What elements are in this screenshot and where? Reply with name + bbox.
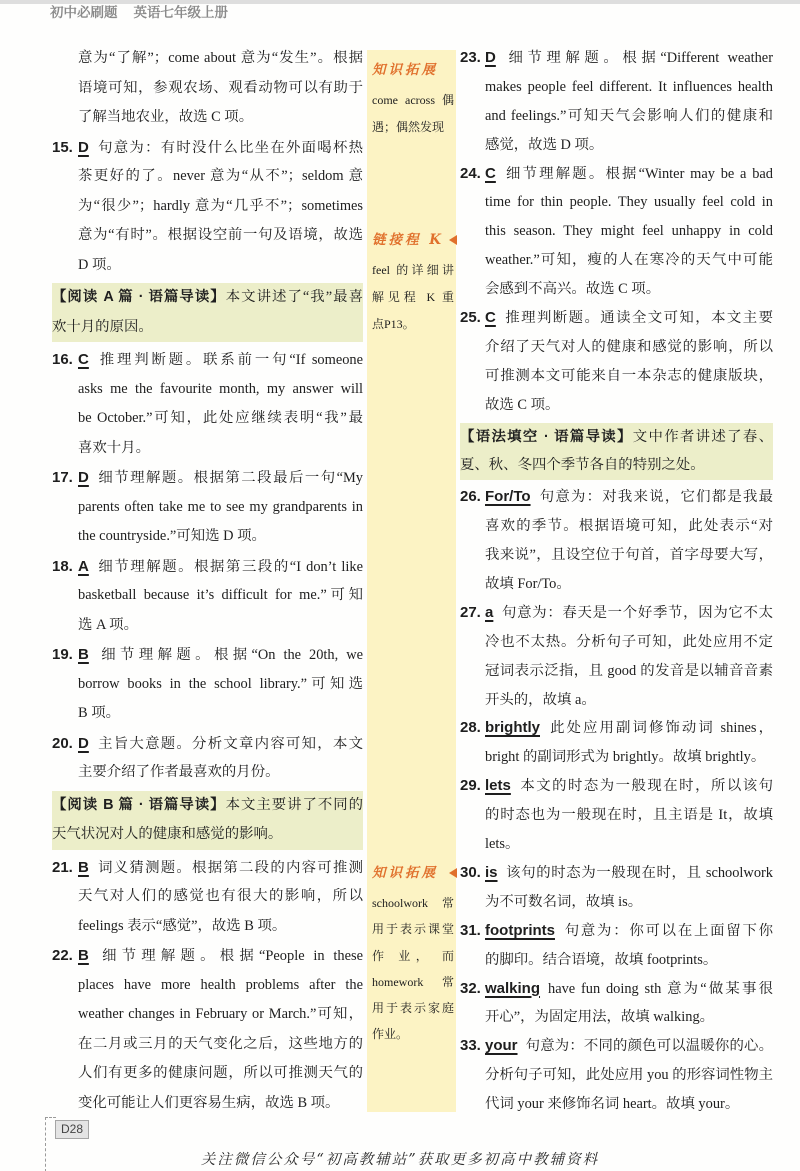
line-text: 分析句子可知，此处应用 you 的形容词性物主 xyxy=(485,1067,773,1084)
line-text: 介绍了天气对人的健康和感觉的影响，所以 xyxy=(485,338,773,355)
note-line: 作业。 xyxy=(372,1027,409,1042)
line-text: parents often take me to see my grandparents in xyxy=(78,498,363,515)
answer-key: B xyxy=(78,947,89,964)
item-number: 24. xyxy=(460,164,481,182)
text-line xyxy=(485,801,773,830)
continued-text xyxy=(52,44,363,133)
text-line xyxy=(485,333,773,362)
line-text: basketball because it’s difficult for me.”可知 xyxy=(78,587,363,603)
text-line xyxy=(485,541,773,570)
text-line xyxy=(78,699,363,729)
note-line: 遇；偶然发现 xyxy=(372,120,445,134)
answer-item xyxy=(52,853,363,942)
line-text: 会感到不高兴。故选 C 项。 xyxy=(485,281,661,298)
line-text: 句意为：春天是一个好季节，因为它不太 xyxy=(501,604,773,621)
line-text: 句意为：不同的颜色可以温暖你的心。 xyxy=(525,1038,773,1055)
answer-item xyxy=(460,1032,773,1119)
text-line xyxy=(78,103,363,133)
line-text: the countryside.”可知选 D 项。 xyxy=(78,528,266,544)
answer-item xyxy=(460,160,773,304)
note-line: 解见程 K 重 xyxy=(372,290,454,304)
line-text: 故填 For/To。 xyxy=(485,576,571,593)
answer-key: footprints xyxy=(485,921,555,939)
book-title: 初中必刷题 xyxy=(50,5,118,20)
text-line xyxy=(78,611,363,641)
text-line xyxy=(485,859,773,888)
passage-guide xyxy=(52,283,363,342)
line-text: 推理判断题。通读全文可知，本文主要 xyxy=(503,310,773,327)
text-line xyxy=(78,251,363,281)
guide-title: 【阅读 B 篇 · 语篇导读】 xyxy=(52,796,226,813)
line-text: 代词 your 来修饰名词 heart。故填 your。 xyxy=(485,1096,740,1113)
text-line xyxy=(485,102,773,131)
item-number: 33. xyxy=(460,1037,481,1055)
line-text: 细节理解题。根据“Different weather xyxy=(503,50,773,66)
text-line xyxy=(78,912,363,942)
answer-key: For/To xyxy=(485,488,531,506)
line-text: 本文的时态为一般现在时，所以该句 xyxy=(518,778,773,795)
text-line xyxy=(485,483,773,512)
answer-key: B xyxy=(78,646,89,663)
item-number: 22. xyxy=(52,947,73,964)
link-note xyxy=(372,230,454,338)
text-line xyxy=(485,362,773,391)
note-line: come across 偶 xyxy=(372,93,454,107)
pointer-arrow-icon xyxy=(449,868,457,878)
text-line xyxy=(78,345,363,375)
line-text: 变化可能让人们更容易生病，故选 B 项。 xyxy=(78,1094,340,1111)
note-line: 用于表示家庭 xyxy=(372,1001,454,1016)
left-column xyxy=(52,44,363,1118)
text-line xyxy=(78,434,363,464)
text-line xyxy=(78,1089,363,1119)
item-number: 31. xyxy=(460,921,481,939)
answer-item xyxy=(52,345,363,463)
answer-key: walking xyxy=(485,979,541,997)
text-line xyxy=(78,463,363,493)
line-text: B 项。 xyxy=(78,705,120,721)
text-line xyxy=(78,162,363,192)
line-text: 意为“有时”。根据设空前一句及语境，故选 xyxy=(78,227,363,243)
item-number: 17. xyxy=(52,469,73,486)
answer-item xyxy=(460,917,773,975)
running-header xyxy=(50,3,228,23)
note-line: homework 常 xyxy=(372,974,454,989)
text-line xyxy=(78,1030,363,1060)
answer-key: C xyxy=(485,309,496,327)
line-text: 在二月或三月的天气变化之后，这些地方的 xyxy=(78,1035,363,1052)
line-text: 细节理解题。根据“On the 20th, we xyxy=(96,647,363,663)
text-line xyxy=(78,853,363,883)
line-text: bright 的副词形式为 brightly。故填 brightly。 xyxy=(485,749,766,766)
line-text: 夏、秋、冬四个季节各自的特别之处。 xyxy=(460,457,705,474)
text-line xyxy=(485,304,773,333)
passage-guide xyxy=(460,423,773,481)
line-text: 了解当地农业，故选 C 项。 xyxy=(78,109,254,125)
answer-key: D xyxy=(78,138,89,156)
item-number: 29. xyxy=(460,777,481,795)
line-text: 茶更好的了。never 意为“从不”；seldom 意 xyxy=(78,168,363,184)
note-label-text: 知识拓展 xyxy=(372,62,438,78)
text-line xyxy=(485,131,773,160)
text-line xyxy=(485,975,773,1004)
item-number: 30. xyxy=(460,863,481,881)
text-line xyxy=(485,772,773,801)
answer-item xyxy=(52,552,363,641)
text-line xyxy=(485,888,773,917)
text-line xyxy=(485,946,773,975)
text-line xyxy=(485,743,773,772)
text-line xyxy=(485,714,773,743)
line-text: asks me the favourite month, my answer will xyxy=(78,380,363,397)
answer-key: brightly xyxy=(485,719,540,737)
note-label-text: 链接程 K xyxy=(372,232,444,248)
line-text: 细节理解题。根据第二段最后一句“My xyxy=(96,470,363,486)
text-line xyxy=(485,217,773,246)
line-text: 主要介绍了作者最喜欢的月份。 xyxy=(78,764,280,780)
note-line: 点P13。 xyxy=(372,317,415,331)
line-text: 冠词表示泛指，且 good 的发音是以辅音音素 xyxy=(485,662,773,679)
note-label-text: 知识拓展 xyxy=(372,865,438,881)
item-number: 25. xyxy=(460,309,481,327)
line-text: 天气对人们的感觉也有很大的影响，所以 xyxy=(78,888,363,904)
text-line xyxy=(78,670,363,700)
text-line xyxy=(485,1032,773,1061)
answer-key: a xyxy=(485,603,494,621)
line-text: 该句的时态为一般现在时，且 schoolwork xyxy=(505,864,773,881)
text-line xyxy=(485,1061,773,1090)
line-text: 此处应用副词修饰动词 shines， xyxy=(548,720,773,737)
text-line xyxy=(485,686,773,715)
line-text: 喜欢的季节。根据语境可知，此处表示“对 xyxy=(485,518,773,535)
answer-item xyxy=(460,859,773,917)
line-text: 为“很少”；hardly 意为“几乎不”；sometimes xyxy=(78,197,363,214)
text-line xyxy=(78,192,363,222)
line-text: 喜欢十月。 xyxy=(78,439,150,456)
line-text: weather.”可知，瘦的人在寒冷的天气中可能 xyxy=(485,252,773,269)
knowledge-note xyxy=(372,863,454,1048)
text-line xyxy=(485,917,773,946)
text-line xyxy=(485,391,773,420)
line-text: 的脚印。结合语境，故填 footprints。 xyxy=(485,951,718,968)
text-line xyxy=(460,423,773,452)
item-number: 19. xyxy=(52,646,73,663)
line-text: 细节理解题。根据第三段的“I don’t like xyxy=(96,558,363,575)
line-text: 细节理解题。根据“Winter may be a bad xyxy=(503,165,773,182)
text-line xyxy=(78,640,363,670)
answer-item xyxy=(460,772,773,859)
right-column xyxy=(460,44,773,1119)
text-line xyxy=(485,73,773,102)
line-text: 开心”，为固定用法，故填 walking。 xyxy=(485,1009,715,1026)
text-line xyxy=(485,160,773,189)
note-label xyxy=(372,230,454,250)
subject-title: 英语七年级上册 xyxy=(133,5,228,20)
answer-item xyxy=(460,483,773,599)
line-text: 天气状况对人的健康和感觉的影响。 xyxy=(52,826,283,842)
answer-item xyxy=(52,640,363,729)
text-line xyxy=(78,552,363,582)
text-line xyxy=(78,941,363,971)
item-number: 27. xyxy=(460,603,481,621)
text-line xyxy=(52,820,363,850)
answer-item xyxy=(460,714,773,772)
item-number: 28. xyxy=(460,719,481,737)
text-line xyxy=(78,44,363,74)
text-line xyxy=(485,830,773,859)
answer-key: lets xyxy=(485,777,511,795)
text-line xyxy=(460,451,773,480)
line-text: 冷也不太热。分析句子可知，此处应用不定 xyxy=(485,633,773,650)
answer-item xyxy=(52,729,363,788)
item-number: 15. xyxy=(52,138,73,156)
line-text: 故选 C 项。 xyxy=(485,396,560,413)
item-number: 26. xyxy=(460,488,481,506)
line-text: 可推测本文可能来自一本杂志的健康版块， xyxy=(485,367,773,384)
line-text: weather changes in February or March.”可知， xyxy=(78,1006,363,1022)
text-line xyxy=(78,375,363,405)
line-text: 开头的，故填 a。 xyxy=(485,691,596,708)
item-number: 18. xyxy=(52,557,73,575)
answer-key: D xyxy=(78,469,89,486)
text-line xyxy=(78,581,363,611)
line-text: time for thin people. They usually feel cold in xyxy=(485,194,773,211)
line-text: and feelings.”可知天气会影响人们的健康和 xyxy=(485,107,773,124)
line-text: 文中作者讲述了春、 xyxy=(632,428,773,445)
line-text: 感觉，故选 D 项。 xyxy=(485,136,604,153)
text-line xyxy=(78,1059,363,1089)
text-line xyxy=(485,657,773,686)
note-label xyxy=(372,60,454,80)
text-line xyxy=(78,1000,363,1030)
guide-title: 【阅读 A 篇 · 语篇导读】 xyxy=(52,289,226,305)
text-line xyxy=(485,512,773,541)
text-line xyxy=(52,791,363,821)
answer-item xyxy=(460,975,773,1033)
line-text: 欢十月的原因。 xyxy=(52,318,153,335)
note-label xyxy=(372,863,454,883)
text-line xyxy=(52,313,363,343)
note-line: 用于表示课堂 xyxy=(372,922,454,937)
answer-item xyxy=(460,599,773,715)
text-line xyxy=(78,882,363,912)
item-number: 20. xyxy=(52,734,73,752)
page-number: D28 xyxy=(55,1120,89,1139)
line-text: 选 A 项。 xyxy=(78,616,138,633)
line-text: 意为“了解”；come about 意为“发生”。根据 xyxy=(78,50,363,66)
answer-key: C xyxy=(485,164,496,182)
item-number: 32. xyxy=(460,979,481,997)
text-line xyxy=(78,522,363,552)
line-text: borrow books in the school library.”可知选 xyxy=(78,675,363,692)
item-number: 21. xyxy=(52,858,73,876)
line-text: D 项。 xyxy=(78,256,121,273)
answer-key: D xyxy=(78,734,89,752)
guide-title: 【语法填空 · 语篇导读】 xyxy=(460,428,633,445)
knowledge-note xyxy=(372,60,454,141)
text-line xyxy=(78,758,363,788)
line-text: feelings 表示“感觉”，故选 B 项。 xyxy=(78,917,287,934)
line-text: this season. They might feel unhappy in cold xyxy=(485,223,773,240)
answer-item xyxy=(460,304,773,420)
line-text: 细节理解题。根据“People in these xyxy=(96,948,363,964)
line-text: 词义猜测题。根据第二段的内容可推测 xyxy=(96,859,363,876)
item-number: 16. xyxy=(52,351,73,368)
answer-key: B xyxy=(78,858,89,876)
note-line: schoolwork 常 xyxy=(372,896,454,910)
answer-item xyxy=(52,133,363,281)
note-line: feel 的详细讲 xyxy=(372,263,454,277)
line-text: 本文主要讲了不同的 xyxy=(225,796,363,813)
text-line xyxy=(485,1090,773,1119)
answer-key: A xyxy=(78,557,89,575)
text-line xyxy=(78,74,363,104)
line-text: places have more health problems after the xyxy=(78,976,363,993)
passage-guide xyxy=(52,791,363,850)
text-line xyxy=(485,246,773,275)
line-text: 的时态也为一般现在时，且主语是 It，故填 xyxy=(485,807,773,824)
item-number: 23. xyxy=(460,49,481,66)
text-line xyxy=(78,971,363,1001)
answer-item xyxy=(52,941,363,1118)
text-line xyxy=(78,133,363,163)
line-text: 为不可数名词，故填 is。 xyxy=(485,893,643,910)
text-line xyxy=(78,221,363,251)
note-line: 作 业， 而 xyxy=(372,948,454,963)
line-text: 语境可知，参观农场、观看动物可以有助于 xyxy=(78,79,363,96)
text-line xyxy=(485,570,773,599)
answer-key: is xyxy=(485,863,498,881)
line-text: 句意为：有时没什么比坐在外面喝杯热 xyxy=(96,139,363,156)
line-text: 我来说”，且设空位于句首，首字母要大写， xyxy=(485,547,773,564)
answer-key: C xyxy=(78,351,89,368)
line-text: lets。 xyxy=(485,836,520,853)
text-line xyxy=(485,1003,773,1032)
text-line xyxy=(485,275,773,304)
text-line xyxy=(485,599,773,628)
text-line xyxy=(52,283,363,313)
line-text: be October.”可知，此处应继续表明“我”最 xyxy=(78,410,363,426)
line-text: have fun doing sth 意为“做某事很 xyxy=(548,980,773,997)
footer-notice: 关注微信公众号“初高教辅站”获取更多初高中教辅资料 xyxy=(200,1152,600,1168)
line-text: 句意为：你可以在上面留下你 xyxy=(562,922,773,939)
line-text: makes people feel different. It influences health xyxy=(485,78,773,95)
text-line xyxy=(78,729,363,759)
line-text: 本文讲述了“我”最喜 xyxy=(225,289,363,305)
text-line xyxy=(485,44,773,73)
answer-item xyxy=(460,44,773,160)
answer-item xyxy=(52,463,363,552)
line-text: 人们有更多的健康问题，所以可推测天气的 xyxy=(78,1065,363,1081)
answer-key: D xyxy=(485,49,496,66)
line-text: 推理判断题。联系前一句“If someone xyxy=(96,352,363,368)
text-line xyxy=(78,404,363,434)
line-text: 句意为：对我来说，它们都是我最 xyxy=(538,489,773,506)
pointer-arrow-icon xyxy=(449,235,457,245)
text-line xyxy=(485,188,773,217)
line-text: 主旨大意题。分析文章内容可知，本文 xyxy=(96,735,363,752)
answer-key: your xyxy=(485,1037,518,1055)
text-line xyxy=(78,493,363,523)
text-line xyxy=(485,628,773,657)
